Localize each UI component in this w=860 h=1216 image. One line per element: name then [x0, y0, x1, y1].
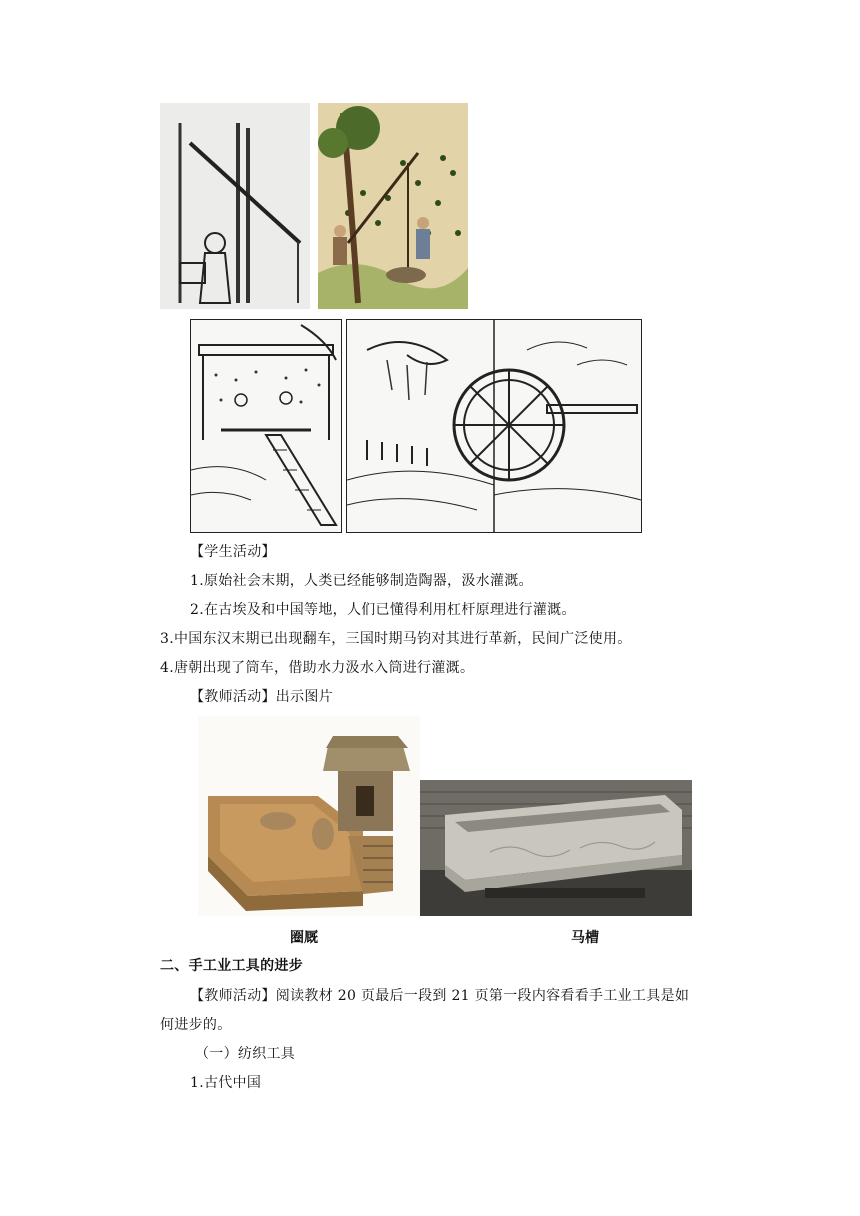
figure-pottery-pigsty	[198, 716, 420, 916]
section-2-teacher-line-1: 【教师活动】阅读教材 20 页最后一段到 21 页第一段内容看看手工业工具是如	[190, 988, 690, 1004]
figure-well-sweep-color	[318, 103, 468, 309]
teacher-show-images: 【教师活动】出示图片	[190, 689, 333, 705]
figure-stone-trough	[420, 780, 692, 916]
caption-trough: 马槽	[571, 930, 599, 946]
student-activity-heading: 【学生活动】	[190, 544, 276, 560]
figure-well-sweep-engraving	[160, 103, 310, 309]
section-2-item-ancient-china: 1.古代中国	[190, 1075, 262, 1091]
student-activity-item-2: 2.在古埃及和中国等地，人们已懂得利用杠杆原理进行灌溉。	[190, 602, 576, 618]
section-2-subheading-textile-tools: （一）纺织工具	[195, 1046, 296, 1062]
figure-chain-pump-engraving	[190, 319, 342, 533]
section-2-teacher-line-2: 何进步的。	[160, 1017, 232, 1033]
student-activity-item-1: 1.原始社会末期，人类已经能够制造陶器，汲水灌溉。	[190, 573, 533, 589]
student-activity-item-4: 4.唐朝出现了筒车，借助水力汲水入筒进行灌溉。	[160, 660, 475, 676]
caption-pigsty: 圈厩	[290, 930, 318, 946]
student-activity-item-3: 3.中国东汉末期已出现翻车，三国时期马钧对其进行革新，民间广泛使用。	[160, 631, 632, 647]
section-2-title: 二、手工业工具的进步	[160, 958, 303, 974]
figure-waterwheel-engraving	[346, 319, 642, 533]
